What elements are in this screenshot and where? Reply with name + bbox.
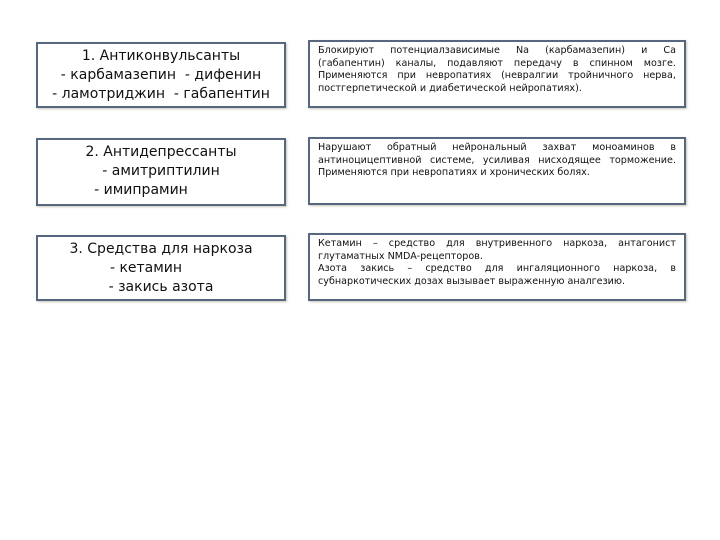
description-anticonvulsants <box>308 40 686 108</box>
description-text: Кетамин – средство для внутривенного наркоза, антагонист глутаматных NMDA-рецепторов. <box>318 238 676 262</box>
group-item: - карбамазепин - дифенин <box>60 67 262 83</box>
group-item: - закись азота <box>108 279 214 295</box>
group-title: 1. Антиконвульсанты <box>81 48 241 64</box>
group-item: - ламотриджин - габапентин <box>52 86 270 102</box>
drug-group-anticonvulsants <box>36 42 286 108</box>
group-title: 3. Средства для наркоза <box>69 241 253 257</box>
description-text: Нарушают обратный нейрональный захват моноаминов в антиноцицептивной системе, усиливая нисходящее торможение. Применяются при невропатиях и хронических болях. <box>318 142 676 179</box>
description-anesthetics <box>308 233 686 301</box>
group-title: 2. Антидепрессанты <box>85 144 237 160</box>
group-item: - амитриптилин <box>102 163 220 179</box>
drug-group-antidepressants <box>36 138 286 206</box>
description-antidepressants <box>308 137 686 205</box>
description-text: Блокируют потенциалзависимые Na (карбамазепин) и Ca (габапентин) каналы, подавляют передачу в спинном мозге. Применяются при невропатиях (невралгии тройничного нерва, постгерпетической и диабетической нейропатиях). <box>318 45 676 94</box>
group-item: - кетамин <box>109 260 183 276</box>
description-text-2: Азота закись – средство для ингаляционного наркоза, в субнаркотических дозах вызывает выраженную аналгезию. <box>318 263 676 287</box>
drug-group-anesthetics <box>36 235 286 301</box>
group-item: - имипрамин <box>94 182 188 198</box>
